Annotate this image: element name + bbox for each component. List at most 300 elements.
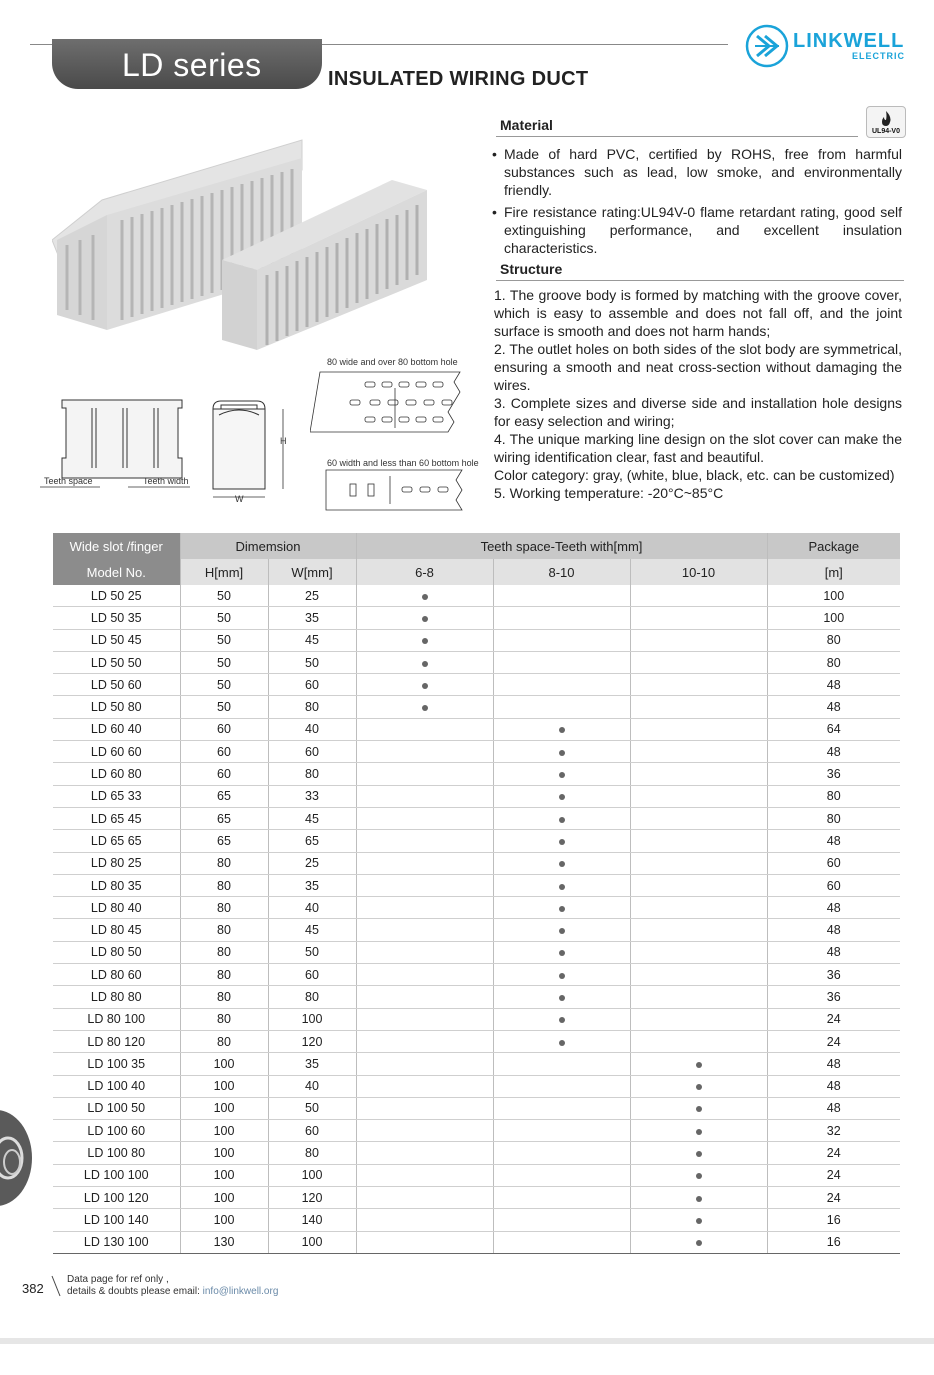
cell-w: 33 (268, 785, 356, 807)
cell-teeth-8-10 (493, 852, 630, 874)
table-row (53, 964, 900, 986)
cell-w: 45 (268, 807, 356, 829)
table-row (53, 651, 900, 673)
cell-w: 35 (268, 607, 356, 629)
cell-teeth-6-8 (356, 629, 493, 651)
cell-w: 80 (268, 696, 356, 718)
cell-package: 48 (767, 897, 900, 919)
table-row (53, 607, 900, 629)
check-dot-icon (422, 638, 428, 644)
cell-package: 100 (767, 607, 900, 629)
cell-w: 60 (268, 964, 356, 986)
cell-h: 65 (180, 807, 268, 829)
cell-model: LD 80 100 (53, 1008, 180, 1030)
cell-teeth-8-10 (493, 674, 630, 696)
cell-teeth-6-8 (356, 919, 493, 941)
logo-text: LINKWELL (793, 30, 905, 52)
check-dot-icon (422, 594, 428, 600)
cell-w: 45 (268, 919, 356, 941)
cell-teeth-8-10 (493, 1008, 630, 1030)
cell-w: 35 (268, 1053, 356, 1075)
cell-teeth-8-10 (493, 830, 630, 852)
cell-w: 25 (268, 585, 356, 607)
cell-h: 50 (180, 696, 268, 718)
cell-teeth-8-10 (493, 1209, 630, 1231)
cell-package: 60 (767, 852, 900, 874)
cell-teeth-10-10 (630, 964, 767, 986)
cell-h: 100 (180, 1142, 268, 1164)
ul94-badge (866, 106, 906, 138)
cell-w: 60 (268, 741, 356, 763)
table-row (53, 1120, 900, 1142)
check-dot-icon (559, 1017, 565, 1023)
hole-60-label: 60 width and less than 60 bottom hole (327, 458, 479, 468)
table-row (53, 674, 900, 696)
material-heading: Material (500, 117, 553, 133)
cell-package: 60 (767, 874, 900, 896)
cell-package: 80 (767, 651, 900, 673)
cell-package: 48 (767, 919, 900, 941)
cell-teeth-6-8 (356, 718, 493, 740)
spec-table (53, 533, 900, 1254)
bottom-bar (0, 1338, 934, 1344)
cell-package: 36 (767, 964, 900, 986)
header-wide-slot: Wide slot /finger (53, 533, 180, 559)
cell-teeth-8-10 (493, 1164, 630, 1186)
cell-w: 50 (268, 941, 356, 963)
check-dot-icon (559, 995, 565, 1001)
cell-h: 80 (180, 1008, 268, 1030)
cell-teeth-8-10 (493, 1097, 630, 1119)
cell-teeth-8-10 (493, 807, 630, 829)
cell-w: 80 (268, 1142, 356, 1164)
table-row (53, 741, 900, 763)
table-row (53, 1209, 900, 1231)
cell-teeth-8-10 (493, 629, 630, 651)
header-w: W[mm] (268, 559, 356, 585)
table-row (53, 718, 900, 740)
cell-teeth-6-8 (356, 941, 493, 963)
cell-package: 100 (767, 585, 900, 607)
cell-teeth-10-10 (630, 718, 767, 740)
cell-h: 60 (180, 741, 268, 763)
check-dot-icon (559, 973, 565, 979)
cell-model: LD 80 25 (53, 852, 180, 874)
table-row (53, 874, 900, 896)
structure-rule (496, 280, 904, 281)
cell-teeth-10-10 (630, 585, 767, 607)
cell-teeth-10-10 (630, 651, 767, 673)
header-model: Model No. (53, 559, 180, 585)
cell-teeth-10-10 (630, 1120, 767, 1142)
cell-package: 64 (767, 718, 900, 740)
cell-teeth-10-10 (630, 741, 767, 763)
structure-list (494, 286, 902, 502)
structure-line-4: 4. The unique marking line design on the slot cover can make the wiring identification clear, fast and beautiful. (494, 431, 902, 465)
cell-w: 60 (268, 674, 356, 696)
cell-w: 140 (268, 1209, 356, 1231)
cell-teeth-6-8 (356, 1187, 493, 1209)
logo-icon (745, 24, 789, 68)
cell-h: 100 (180, 1075, 268, 1097)
cell-teeth-8-10 (493, 1187, 630, 1209)
cell-model: LD 65 33 (53, 785, 180, 807)
cell-teeth-6-8 (356, 852, 493, 874)
cell-teeth-6-8 (356, 1142, 493, 1164)
table-row (53, 1231, 900, 1253)
cell-h: 100 (180, 1053, 268, 1075)
material-bullet-1: • Made of hard PVC, certified by ROHS, free from harmful substances such as lead, low smoke, and environmentally friendly. (492, 146, 902, 198)
cell-w: 65 (268, 830, 356, 852)
cell-h: 100 (180, 1164, 268, 1186)
table-row (53, 1075, 900, 1097)
footer-note (67, 1274, 278, 1298)
cell-model: LD 80 60 (53, 964, 180, 986)
cell-model: LD 50 60 (53, 674, 180, 696)
check-dot-icon (559, 794, 565, 800)
table-row (53, 763, 900, 785)
cell-model: LD 100 50 (53, 1097, 180, 1119)
table-row (53, 1097, 900, 1119)
cell-h: 80 (180, 964, 268, 986)
footer-line-2: details & doubts please email: info@linkwell.org (67, 1286, 279, 1297)
cell-teeth-6-8 (356, 585, 493, 607)
cell-teeth-6-8 (356, 674, 493, 696)
cell-teeth-6-8 (356, 964, 493, 986)
cell-teeth-10-10 (630, 1231, 767, 1253)
cell-teeth-6-8 (356, 1231, 493, 1253)
series-tab (30, 39, 340, 91)
table-header-row-1 (53, 533, 900, 559)
cell-package: 48 (767, 1053, 900, 1075)
cell-teeth-8-10 (493, 1231, 630, 1253)
cell-teeth-6-8 (356, 741, 493, 763)
cell-model: LD 50 50 (53, 651, 180, 673)
cell-w: 40 (268, 897, 356, 919)
cell-h: 80 (180, 897, 268, 919)
table-row (53, 629, 900, 651)
cell-package: 24 (767, 1030, 900, 1052)
cell-h: 80 (180, 852, 268, 874)
page-subtitle: INSULATED WIRING DUCT (328, 68, 589, 90)
cell-w: 60 (268, 1120, 356, 1142)
cell-package: 24 (767, 1187, 900, 1209)
check-dot-icon (696, 1129, 702, 1135)
brand-logo (745, 24, 915, 70)
table-row (53, 1187, 900, 1209)
cross-section-diagram (205, 395, 295, 505)
check-dot-icon (559, 861, 565, 867)
cell-w: 50 (268, 1097, 356, 1119)
cell-teeth-10-10 (630, 852, 767, 874)
teeth-space-label: Teeth space (44, 476, 93, 486)
table-row (53, 1142, 900, 1164)
cell-model: LD 50 45 (53, 629, 180, 651)
table-row (53, 1053, 900, 1075)
cell-teeth-10-10 (630, 1053, 767, 1075)
cell-teeth-8-10 (493, 1142, 630, 1164)
cell-h: 65 (180, 830, 268, 852)
footer-email-link[interactable]: info@linkwell.org (202, 1286, 279, 1297)
check-dot-icon (559, 906, 565, 912)
cell-teeth-10-10 (630, 1008, 767, 1030)
bottom-hole-80-diagram (310, 368, 470, 448)
cell-package: 16 (767, 1231, 900, 1253)
check-dot-icon (696, 1218, 702, 1224)
check-dot-icon (559, 928, 565, 934)
flame-icon (867, 109, 905, 129)
cell-teeth-10-10 (630, 674, 767, 696)
cell-w: 50 (268, 651, 356, 673)
cell-model: LD 65 65 (53, 830, 180, 852)
clamp-icon (0, 1110, 32, 1206)
table-row (53, 919, 900, 941)
cell-h: 80 (180, 986, 268, 1008)
material-bullet-2: • Fire resistance rating:UL94V-0 flame retardant rating, good self extinguishing performance, and excellent insulation characteristics. (492, 204, 902, 256)
cell-teeth-6-8 (356, 763, 493, 785)
cell-model: LD 50 25 (53, 585, 180, 607)
cell-teeth-8-10 (493, 1120, 630, 1142)
check-dot-icon (559, 950, 565, 956)
check-dot-icon (559, 839, 565, 845)
check-dot-icon (422, 683, 428, 689)
spec-table-body (53, 585, 900, 1253)
cell-teeth-10-10 (630, 696, 767, 718)
cell-w: 80 (268, 986, 356, 1008)
hole-80-label: 80 wide and over 80 bottom hole (327, 357, 458, 367)
check-dot-icon (422, 616, 428, 622)
table-row (53, 941, 900, 963)
cell-teeth-8-10 (493, 986, 630, 1008)
check-dot-icon (559, 772, 565, 778)
cell-w: 25 (268, 852, 356, 874)
cell-model: LD 80 50 (53, 941, 180, 963)
cell-teeth-8-10 (493, 741, 630, 763)
table-header-row-2 (53, 559, 900, 585)
footer-divider (50, 1274, 62, 1298)
bottom-hole-60-diagram (320, 468, 470, 516)
header-package: Package (767, 533, 900, 559)
cell-teeth-10-10 (630, 785, 767, 807)
table-row (53, 1008, 900, 1030)
cell-w: 100 (268, 1164, 356, 1186)
cell-model: LD 60 40 (53, 718, 180, 740)
cell-model: LD 80 40 (53, 897, 180, 919)
table-row (53, 830, 900, 852)
cell-teeth-6-8 (356, 651, 493, 673)
cell-teeth-8-10 (493, 651, 630, 673)
cell-teeth-10-10 (630, 629, 767, 651)
table-row (53, 986, 900, 1008)
check-dot-icon (696, 1196, 702, 1202)
check-dot-icon (559, 750, 565, 756)
cell-package: 48 (767, 830, 900, 852)
table-row (53, 1030, 900, 1052)
cell-model: LD 60 60 (53, 741, 180, 763)
cell-teeth-6-8 (356, 1030, 493, 1052)
cell-h: 80 (180, 941, 268, 963)
cell-h: 50 (180, 585, 268, 607)
cell-teeth-6-8 (356, 1053, 493, 1075)
header-10-10: 10-10 (630, 559, 767, 585)
table-row (53, 852, 900, 874)
cell-teeth-8-10 (493, 897, 630, 919)
cell-h: 100 (180, 1097, 268, 1119)
teeth-width-label: Teeth width (143, 476, 189, 486)
cell-h: 60 (180, 718, 268, 740)
cell-h: 130 (180, 1231, 268, 1253)
cell-teeth-10-10 (630, 874, 767, 896)
side-product-thumbnail (0, 1110, 32, 1206)
cell-teeth-10-10 (630, 1097, 767, 1119)
cell-model: LD 50 80 (53, 696, 180, 718)
cell-h: 50 (180, 651, 268, 673)
cell-model: LD 80 45 (53, 919, 180, 941)
table-row (53, 585, 900, 607)
cell-package: 48 (767, 674, 900, 696)
cell-teeth-8-10 (493, 785, 630, 807)
cell-package: 32 (767, 1120, 900, 1142)
cell-teeth-8-10 (493, 607, 630, 629)
cell-w: 120 (268, 1030, 356, 1052)
logo-subtext: ELECTRIC (852, 51, 905, 61)
cell-teeth-10-10 (630, 897, 767, 919)
cell-teeth-6-8 (356, 986, 493, 1008)
structure-heading: Structure (500, 261, 563, 277)
cell-model: LD 130 100 (53, 1231, 180, 1253)
check-dot-icon (422, 705, 428, 711)
cell-package: 48 (767, 1075, 900, 1097)
cell-model: LD 100 35 (53, 1053, 180, 1075)
structure-line-1: 1. The groove body is formed by matching with the groove cover, which is easy to assemble and does not fall off, and the joint surface is smooth and does not harm hands; (494, 287, 902, 339)
cell-model: LD 80 120 (53, 1030, 180, 1052)
cell-teeth-8-10 (493, 941, 630, 963)
cell-model: LD 100 40 (53, 1075, 180, 1097)
structure-line-5: Color category: gray, (white, blue, black, etc. can be customized) (494, 467, 895, 483)
cell-model: LD 100 60 (53, 1120, 180, 1142)
cell-teeth-6-8 (356, 1008, 493, 1030)
cell-w: 45 (268, 629, 356, 651)
check-dot-icon (696, 1240, 702, 1246)
cell-teeth-6-8 (356, 830, 493, 852)
cell-model: LD 80 35 (53, 874, 180, 896)
check-dot-icon (696, 1084, 702, 1090)
cell-teeth-8-10 (493, 874, 630, 896)
cell-model: LD 100 140 (53, 1209, 180, 1231)
cell-h: 80 (180, 874, 268, 896)
cell-h: 60 (180, 763, 268, 785)
cell-teeth-8-10 (493, 964, 630, 986)
cell-teeth-8-10 (493, 1053, 630, 1075)
cell-teeth-6-8 (356, 807, 493, 829)
cell-teeth-6-8 (356, 696, 493, 718)
cell-teeth-6-8 (356, 785, 493, 807)
structure-line-3: 3. Complete sizes and diverse side and installation hole designs for easy selection and wiring; (494, 395, 902, 429)
check-dot-icon (422, 661, 428, 667)
cell-package: 48 (767, 941, 900, 963)
height-label: H (280, 436, 287, 446)
cell-package: 24 (767, 1164, 900, 1186)
cell-model: LD 100 120 (53, 1187, 180, 1209)
cell-h: 80 (180, 919, 268, 941)
cell-teeth-6-8 (356, 607, 493, 629)
header-dimension: Dimemsion (180, 533, 356, 559)
cell-teeth-6-8 (356, 1209, 493, 1231)
table-row (53, 696, 900, 718)
cell-teeth-10-10 (630, 763, 767, 785)
width-label: W (235, 494, 244, 504)
cell-h: 50 (180, 607, 268, 629)
cell-teeth-8-10 (493, 585, 630, 607)
cell-teeth-8-10 (493, 919, 630, 941)
cell-model: LD 80 80 (53, 986, 180, 1008)
check-dot-icon (559, 817, 565, 823)
cell-teeth-10-10 (630, 607, 767, 629)
cell-model: LD 65 45 (53, 807, 180, 829)
cell-teeth-6-8 (356, 1120, 493, 1142)
cell-model: LD 60 80 (53, 763, 180, 785)
cell-teeth-6-8 (356, 897, 493, 919)
cell-teeth-6-8 (356, 874, 493, 896)
cell-w: 100 (268, 1231, 356, 1253)
cell-teeth-8-10 (493, 718, 630, 740)
cell-teeth-6-8 (356, 1097, 493, 1119)
cell-teeth-10-10 (630, 1187, 767, 1209)
cell-package: 80 (767, 807, 900, 829)
check-dot-icon (696, 1173, 702, 1179)
product-illustration (52, 130, 432, 360)
cell-model: LD 100 80 (53, 1142, 180, 1164)
cell-w: 40 (268, 718, 356, 740)
footer-line-1: Data page for ref only , (67, 1274, 169, 1285)
material-rule (496, 136, 858, 137)
cell-teeth-10-10 (630, 1142, 767, 1164)
cell-teeth-8-10 (493, 763, 630, 785)
structure-line-2: 2. The outlet holes on both sides of the slot body are symmetrical, ensuring a smooth and neat cross-section without damaging the wires. (494, 341, 902, 393)
cell-w: 120 (268, 1187, 356, 1209)
header-8-10: 8-10 (493, 559, 630, 585)
cell-teeth-10-10 (630, 919, 767, 941)
check-dot-icon (696, 1151, 702, 1157)
cell-h: 100 (180, 1120, 268, 1142)
cell-w: 80 (268, 763, 356, 785)
cell-package: 24 (767, 1142, 900, 1164)
table-row (53, 785, 900, 807)
cell-package: 80 (767, 629, 900, 651)
table-row (53, 897, 900, 919)
cell-package: 48 (767, 741, 900, 763)
cell-model: LD 100 100 (53, 1164, 180, 1186)
cell-teeth-8-10 (493, 1075, 630, 1097)
cell-teeth-8-10 (493, 1030, 630, 1052)
cell-teeth-10-10 (630, 986, 767, 1008)
check-dot-icon (696, 1062, 702, 1068)
check-dot-icon (559, 884, 565, 890)
table-row (53, 1164, 900, 1186)
ul94-badge-label: UL94-V0 (871, 128, 900, 135)
cell-package: 48 (767, 1097, 900, 1119)
cell-teeth-10-10 (630, 1164, 767, 1186)
cell-package: 36 (767, 763, 900, 785)
cell-w: 100 (268, 1008, 356, 1030)
cell-teeth-6-8 (356, 1075, 493, 1097)
cell-h: 100 (180, 1209, 268, 1231)
cell-h: 50 (180, 674, 268, 696)
series-title: LD series (122, 47, 262, 83)
cell-teeth-10-10 (630, 1075, 767, 1097)
check-dot-icon (559, 1040, 565, 1046)
header-h: H[mm] (180, 559, 268, 585)
